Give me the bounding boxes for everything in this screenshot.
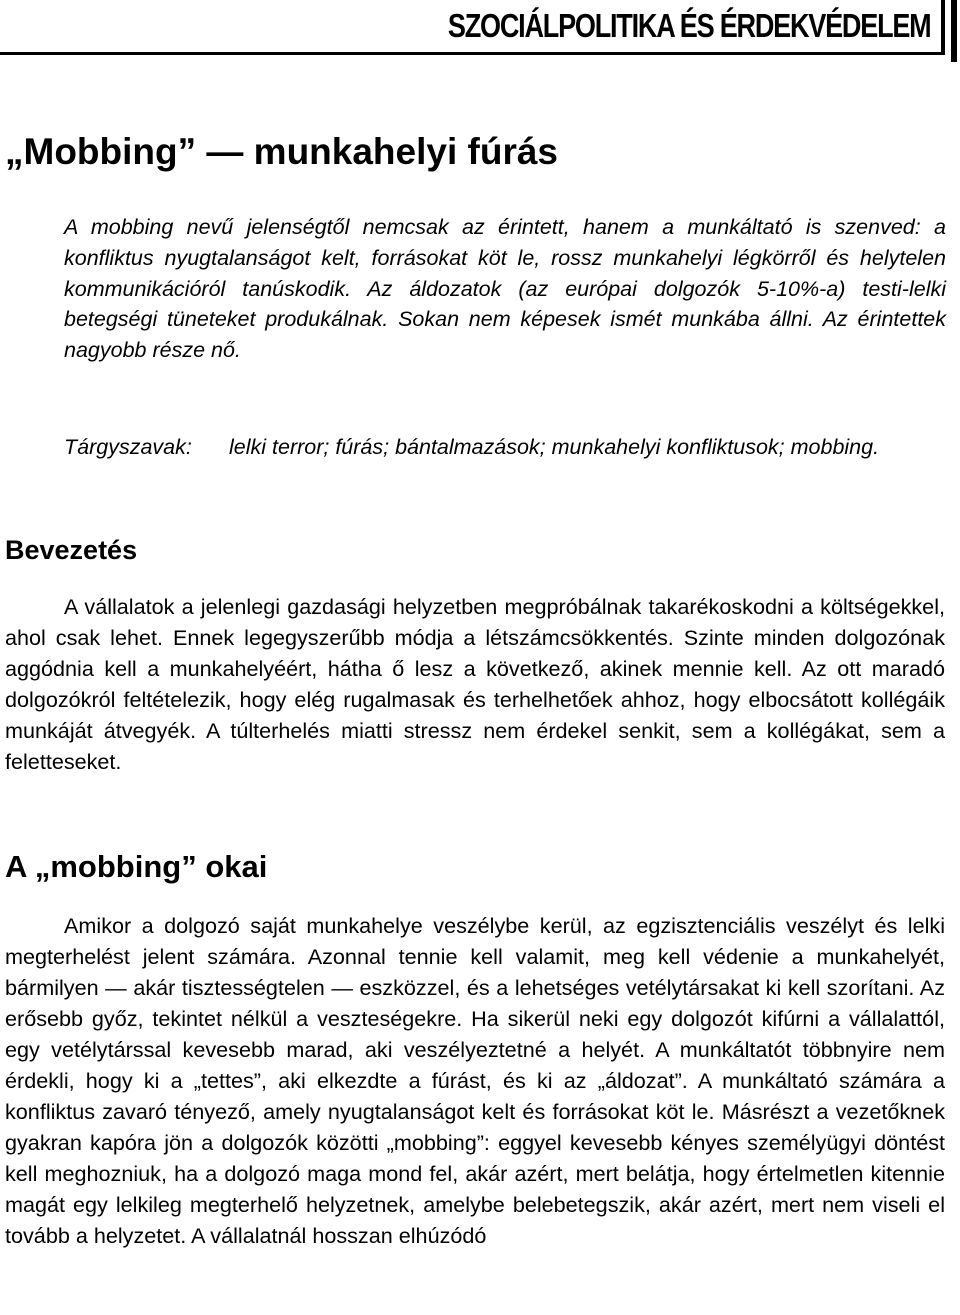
section-paragraph-causes: Amikor a dolgozó saját munkahelye veszélybe kerül, az egzisztenciális veszélyt és lelki megterhelést jelent számára. Azonnal tennie kell valamit, meg kell védenie a munkahelyét, bármilyen — akár tisztességtelen — eszközzel, és a lehetséges vetélytársakat ki kell szorítani. Az erősebb győz, tekintet nélkül a veszteségekre. Ha sikerül neki egy dolgozót kifúrni a vállalattól, egy vetélytárssal kevesebb marad, aki veszélyeztetné a helyét. A munkáltatót többnyire nem érdekli, hogy ki a „tettes”, aki elkezdte a fúrást, és ki az „áldozat”. A munkáltató számára a konfliktus zavaró tényező, amely nyugtalanságot kelt és forrásokat köt le. Másrészt a vezetőknek gyakran kapóra jön a dolgozók közötti „mobbing”: eggyel kevesebb kényes személyügyi döntést kell meghozniuk, ha a dolgozó maga mond fel, akár azért, mert belátja, hogy értelmetlen kitennie magát egy lelkileg megterhelő helyzetnek, amelybe belebetegszik, akár azért, mert nem viseli el tovább a helyzetet. A vállalatnál hosszan elhúzódó bbox=[5, 913, 945, 1248]
keywords-label: Tárgyszavak: bbox=[64, 435, 192, 459]
header-bar-outer bbox=[951, 0, 957, 62]
section-header bbox=[0, 0, 960, 62]
section-heading-causes: A „mobbing” okai bbox=[5, 849, 268, 884]
keywords-value: lelki terror; fúrás; bántalmazások; munkahelyi konfliktusok; mobbing. bbox=[229, 435, 880, 459]
article-title: „Mobbing” — munkahelyi fúrás bbox=[5, 131, 558, 172]
section-title: SZOCIÁLPOLITIKA ÉS ÉRDEKVÉDELEM bbox=[447, 7, 930, 44]
section-paragraph-introduction: A vállalatok a jelenlegi gazdasági helyzetben megpróbálnak takarékoskodni a költségekkel, ahol csak lehet. Ennek legegyszerűbb módja a létszámcsökkentés. Szinte minden dolgozónak aggódnia kell a munkahelyéért, hátha ő lesz a következő, akinek mennie kell. Az ott maradó dolgozókról feltételezik, hogy elég rugalmasak és terhelhetőek ahhoz, hogy elbocsátott kollégáik munkáját átvegyék. A túlterhelés miatti stressz nem érdekel senkit, sem a kollégákat, sem a feletteseket. bbox=[5, 594, 945, 774]
header-bar-inner bbox=[941, 0, 945, 55]
article-abstract: A mobbing nevű jelenségtől nemcsak az érintett, hanem a munkáltató is szenved: a konfliktus nyugtalanságot kelt, forrásokat köt le, rossz munkahelyi légkörről és helytelen kommunikációról tanúskodik. Az áldozatok (az európai dolgozók 5-10%-a) testi-lelki betegségi tüneteket produkálnak. Sokan nem képesek ismét munkába állni. Az érintettek nagyobb része nő. bbox=[64, 215, 946, 363]
header-rule bbox=[0, 52, 945, 55]
section-heading-introduction: Bevezetés bbox=[5, 535, 138, 565]
